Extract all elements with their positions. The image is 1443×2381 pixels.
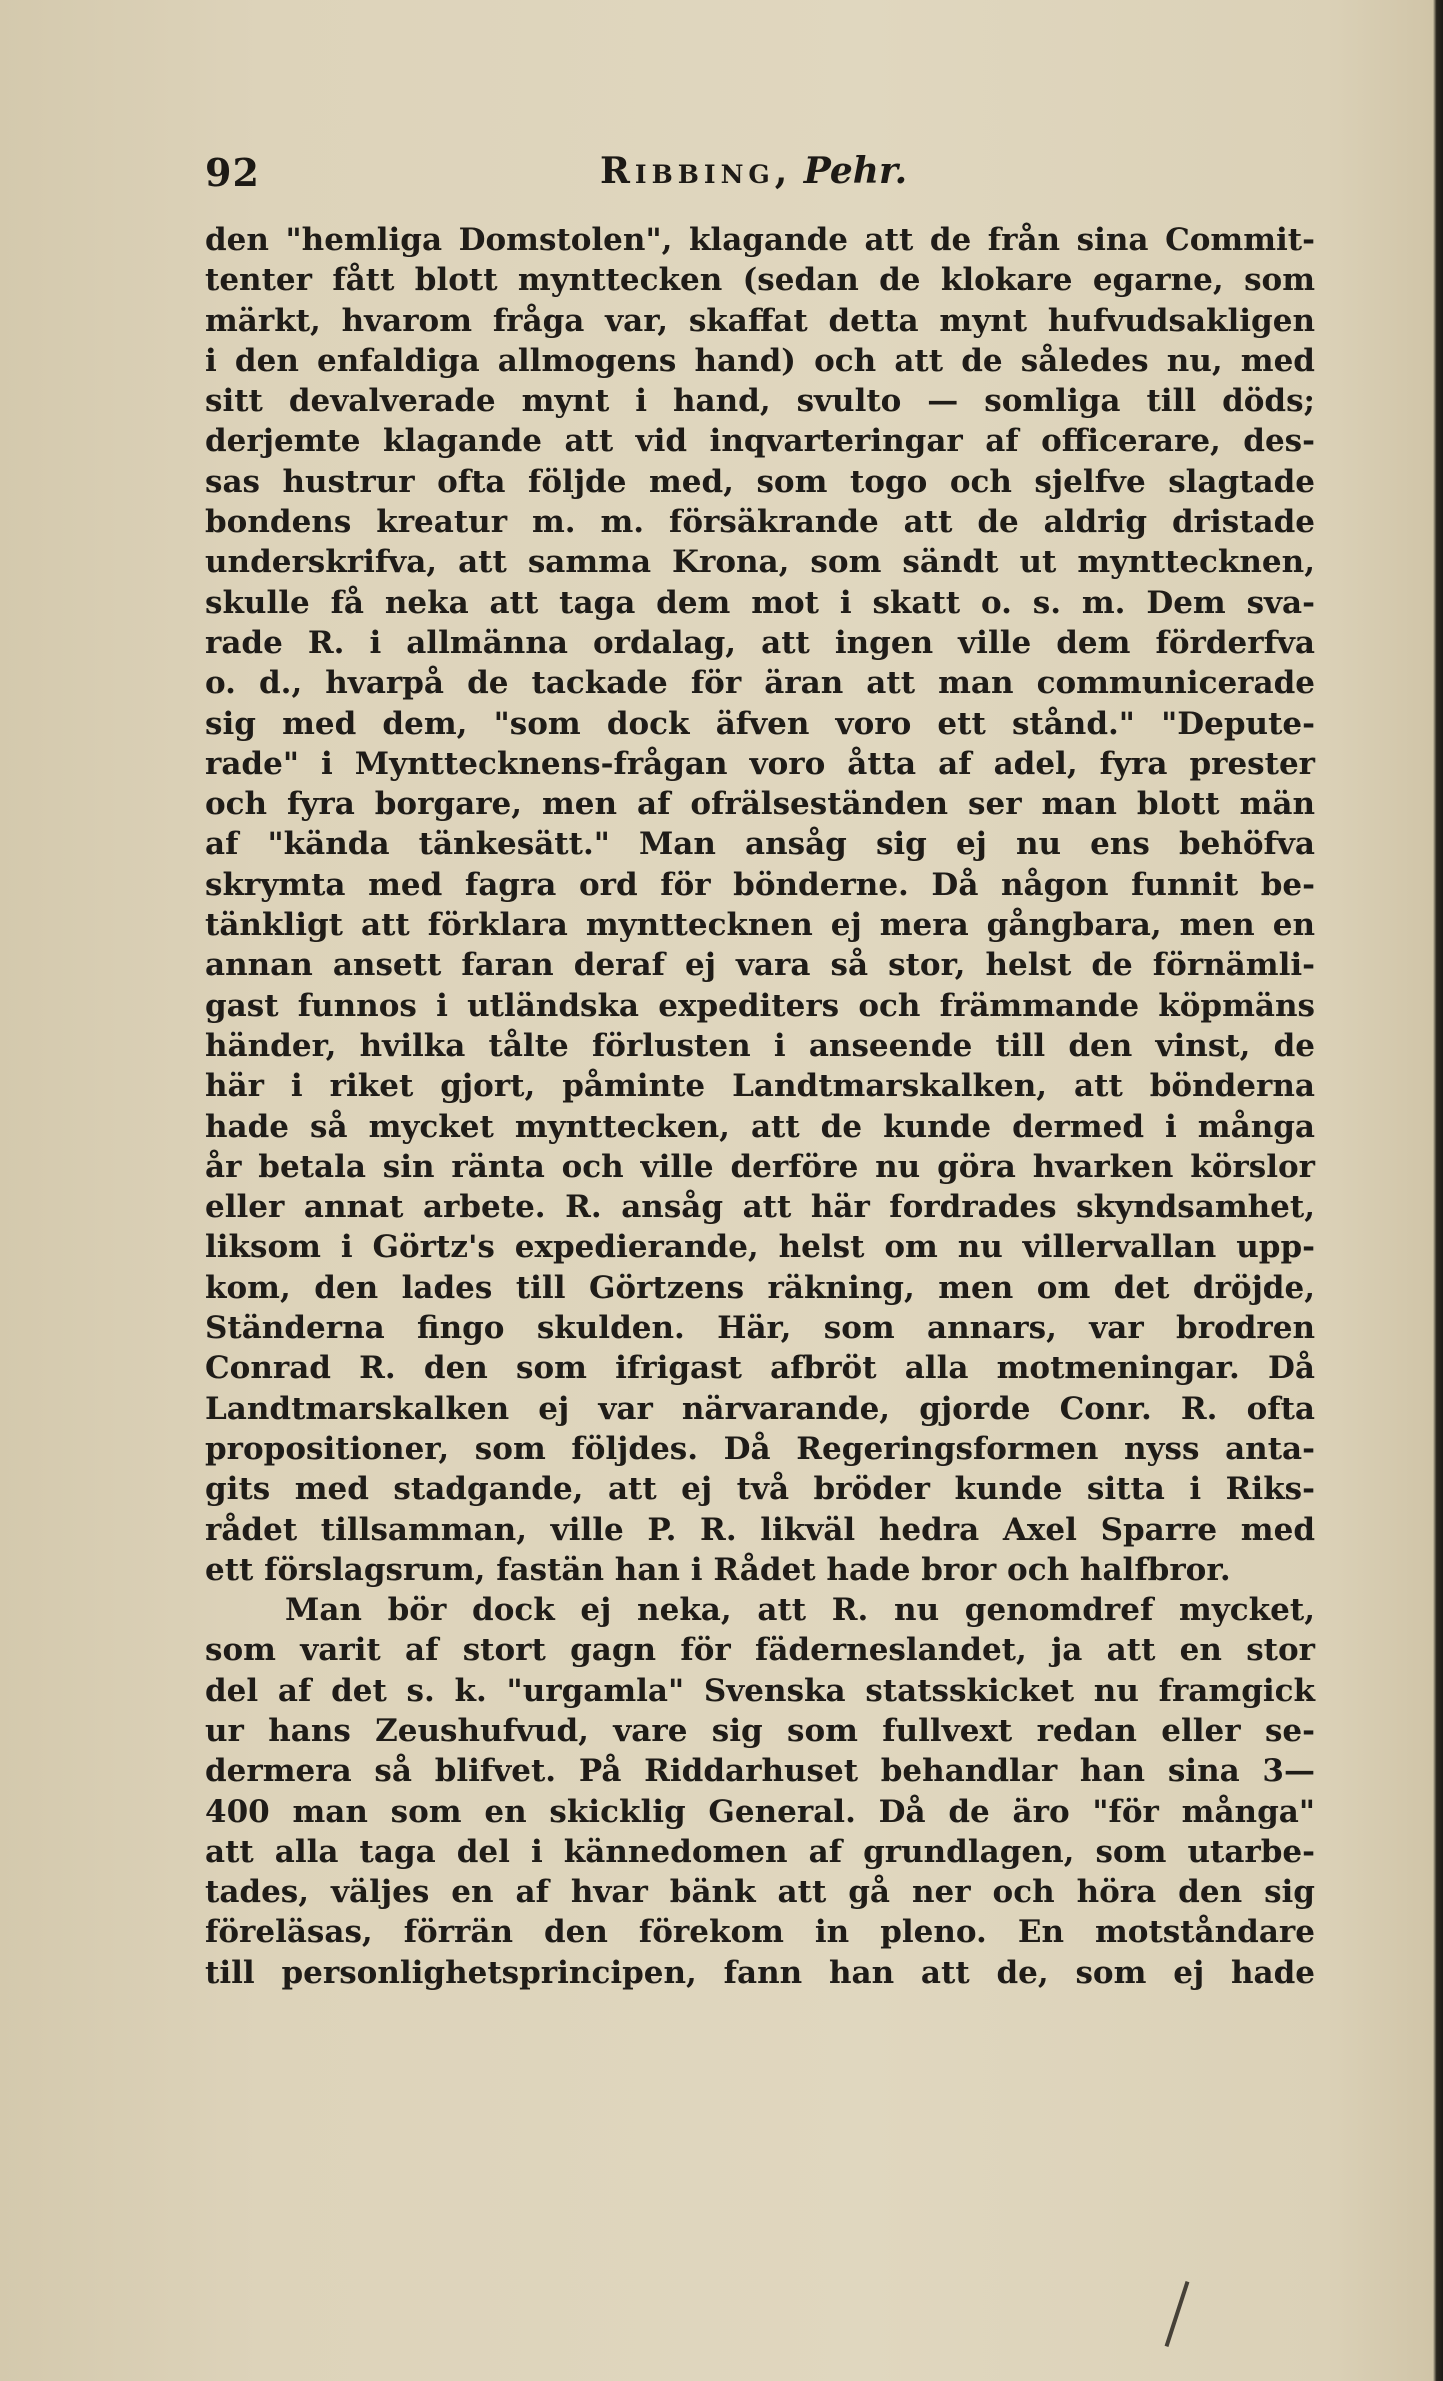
text-line: sig med dem, "som dock äfven voro ett stånd." "Depute- (205, 705, 1315, 742)
text-line: 400 man som en skicklig General. Då de äro "för många" (205, 1793, 1315, 1830)
text-line: tenter fått blott mynttecken (sedan de klokare egarne, som (205, 262, 1315, 299)
text-line: händer, hvilka tålte förlusten i anseende till den vinst, de (205, 1027, 1315, 1064)
text-line: o. d., hvarpå de tackade för äran att man communicerade (205, 665, 1315, 702)
running-head-surname: Ribbing, (600, 150, 793, 192)
text-line: gits med stadgande, att ej två bröder kunde sitta i Riks- (205, 1471, 1315, 1508)
text-line: bondens kreatur m. m. försäkrande att de aldrig dristade (205, 504, 1315, 541)
text-line: liksom i Görtz's expedierande, helst om nu villervallan upp- (205, 1229, 1315, 1266)
text-line: rade" i Mynttecknens-frågan voro åtta af adel, fyra prester (205, 745, 1315, 782)
text-line: Man bör dock ej neka, att R. nu genomdref mycket, (285, 1592, 1315, 1629)
text-line: tänkligt att förklara mynttecknen ej mera gångbara, men en (205, 907, 1315, 944)
text-line: att alla taga del i kännedomen af grundlagen, som utarbe- (205, 1833, 1315, 1870)
text-line: sitt devalverade mynt i hand, svulto — somliga till döds; (205, 383, 1315, 420)
text-line: underskrifva, att samma Krona, som sändt ut mynttecknen, (205, 544, 1315, 581)
text-line: skrymta med fagra ord för bönderne. Då någon funnit be- (205, 866, 1315, 903)
text-line: tades, väljes en af hvar bänk att gå ner och höra den sig (205, 1874, 1315, 1911)
text-line: ur hans Zeushufvud, vare sig som fullvext redan eller se- (205, 1712, 1315, 1749)
text-line: och fyra borgare, men af ofrälseständen ser man blott män (205, 786, 1315, 823)
text-line: annan ansett faran deraf ej vara så stor, helst de förnämli- (205, 947, 1315, 984)
text-line: propositioner, som följdes. Då Regeringsformen nyss anta- (205, 1430, 1315, 1467)
text-line: dermera så blifvet. På Riddarhuset behandlar han sina 3— (205, 1753, 1315, 1790)
text-line: ett förslagsrum, fastän han i Rådet hade bror och halfbror. (205, 1551, 1231, 1588)
text-line: del af det s. k. "urgamla" Svenska statsskicket nu framgick (205, 1672, 1315, 1709)
pencil-mark (1165, 2281, 1190, 2347)
text-line: rådet tillsamman, ville P. R. likväl hedra Axel Sparre med (205, 1511, 1315, 1548)
text-line: till personlighetsprincipen, fann han att de, som ej hade (205, 1954, 1315, 1991)
running-head-given-name: Pehr. (803, 150, 908, 192)
text-line: föreläsas, förrän den förekom in pleno. En motståndare (205, 1914, 1315, 1951)
text-line: eller annat arbete. R. ansåg att här fordrades skyndsamhet, (205, 1189, 1315, 1226)
page-edge-shadow (1433, 0, 1443, 2381)
text-line: derjemte klagande att vid inqvarteringar af officerare, des- (205, 423, 1315, 460)
text-line: i den enfaldiga allmogens hand) och att de således nu, med (205, 342, 1315, 379)
page-number: 92 (205, 150, 260, 195)
text-line: sas hustrur ofta följde med, som togo och sjelfve slagtade (205, 463, 1315, 500)
text-line: här i riket gjort, påminte Landtmarskalken, att bönderna (205, 1068, 1315, 1105)
text-line: Ständerna fingo skulden. Här, som annars, var brodren (205, 1310, 1315, 1347)
text-line: skulle få neka att taga dem mot i skatt o. s. m. Dem sva- (205, 584, 1315, 621)
text-line: märkt, hvarom fråga var, skaffat detta mynt hufvudsakligen (205, 302, 1315, 339)
text-line: Conrad R. den som ifrigast afbröt alla motmeningar. Då (205, 1350, 1315, 1387)
text-line: år betala sin ränta och ville derföre nu göra hvarken körslor (205, 1148, 1315, 1185)
text-line: rade R. i allmänna ordalag, att ingen ville dem förderfva (205, 624, 1315, 661)
text-line: som varit af stort gagn för fäderneslandet, ja att en stor (205, 1632, 1315, 1669)
text-line: hade så mycket mynttecken, att de kunde dermed i många (205, 1108, 1315, 1145)
text-line: af "kända tänkesätt." Man ansåg sig ej nu ens behöfva (205, 826, 1315, 863)
body-text (205, 220, 1315, 1993)
text-line: gast funnos i utländska expediters och främmande köpmäns (205, 987, 1315, 1024)
page-header (205, 150, 1245, 200)
text-line: den "hemliga Domstolen", klagande att de från sina Commit- (205, 222, 1315, 258)
text-line: kom, den lades till Görtzens räkning, men om det dröjde, (205, 1269, 1315, 1306)
running-head (600, 150, 907, 192)
text-line: Landtmarskalken ej var närvarande, gjorde Conr. R. ofta (205, 1390, 1315, 1427)
